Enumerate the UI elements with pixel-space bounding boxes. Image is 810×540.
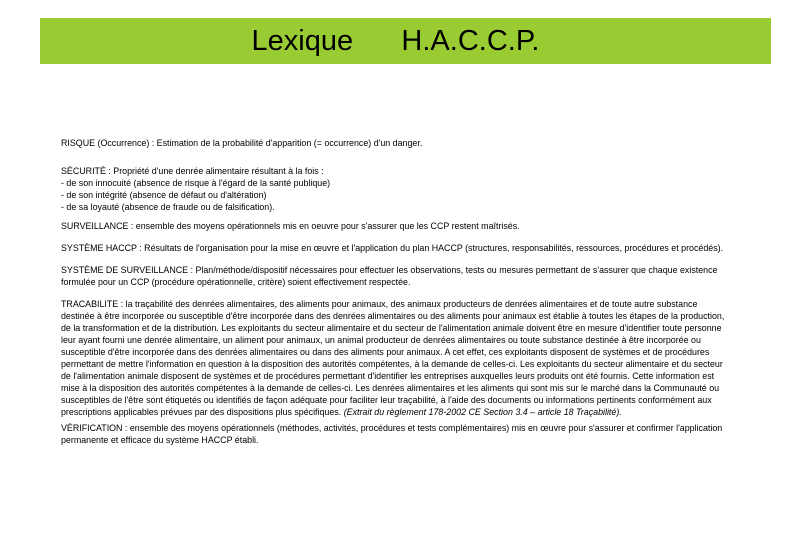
entry-securite	[61, 165, 731, 213]
entry-securite-loyaute: - de sa loyauté (absence de fraude ou de falsification).	[61, 202, 275, 212]
entry-verification: VÉRIFICATION : ensemble des moyens opérationnels (méthodes, activités, procédures et tests complémentaires) mis en œuvre pour s'assurer et confirmer l'application permanente et efficace du système HACCP établi.	[61, 423, 723, 445]
glossary-body	[61, 137, 731, 456]
entry-systeme-haccp: SYSTÈME HACCP : Résultats de l'organisation pour la mise en œuvre et l'application du plan HACCP (structures, responsabilités, ressources, procédures et procédés).	[61, 243, 724, 253]
entry-tracabilite-source: (Extrait du règlement 178-2002 CE Section 3.4 – article 18 Traçabilité).	[343, 407, 622, 417]
entry-tracabilite	[61, 298, 731, 418]
entry-systeme-surveillance: SYSTÈME DE SURVEILLANCE : Plan/méthode/dispositif nécessaires pour effectuer les observations, tests ou mesures permettant de s'assurer que chaque existence formulée pour un CCP (procédure opérationnelle, critère) soient effectivement respectée.	[61, 265, 718, 287]
entry-securite-innocuite: - de son innocuité (absence de risque à l'égard de la santé publique)	[61, 178, 331, 188]
page-title: Lexique H.A.C.C.P.	[251, 24, 540, 57]
entry-risque: RISQUE (Occurrence) : Estimation de la probabilité d'apparition (= occurrence) d'un danger.	[61, 138, 423, 148]
title-banner	[40, 18, 771, 64]
entry-securite-integrite: - de son intégrité (absence de défaut ou d'altération)	[61, 190, 267, 200]
entry-tracabilite-text: TRACABILITE : la traçabilité des denrées alimentaires, des aliments pour animaux, des animaux producteurs de denrées alimentaires et de toute autre substance destinée à être incorporée ou susceptible d'être incorporée dans des denrées alimentaires ou des aliments pour animaux est établie à toutes les étapes de la production, de la transformation et de la distribution. Les exploitants du secteur alimentaire et du secteur de l'alimentation animale doivent être en mesure d'identifier toute personne leur ayant fourni une denrée alimentaire, un aliment pour animaux, un animal producteur de denrées alimentaires ou toute substance destinée à être incorporée ou susceptible d'être incorporée dans des denrées alimentaires ou dans des aliments pour animaux. A cet effet, ces exploitants disposent de systèmes et de procédures permettant de mettre l'information en question à la disposition des autorités compétentes, à la demande de celles-ci. Les exploitants du secteur alimentaire et du secteur de l'alimentation animale disposent de systèmes et de procédures permettant d'identifier les entreprises auxquelles leurs produits ont été fournis. Cette information est mise à la disposition des autorités compétentes à la demande de celles-ci. Les denrées alimentaires et les aliments qui sont mis sur le marché dans la Communauté ou susceptibles de l'être sont étiquetés ou identifiés de façon adéquate pour faciliter leur traçabilité, à l'aide des documents ou informations pertinents conformément aux prescriptions applicables prévues par des dispositions plus spécifiques.	[61, 299, 725, 417]
entry-securite-definition: SÉCURITÉ : Propriété d'une denrée alimentaire résultant à la fois :	[61, 166, 324, 176]
entry-surveillance: SURVEILLANCE : ensemble des moyens opérationnels mis en oeuvre pour s'assurer que les CCP restent maîtrisés.	[61, 221, 520, 231]
